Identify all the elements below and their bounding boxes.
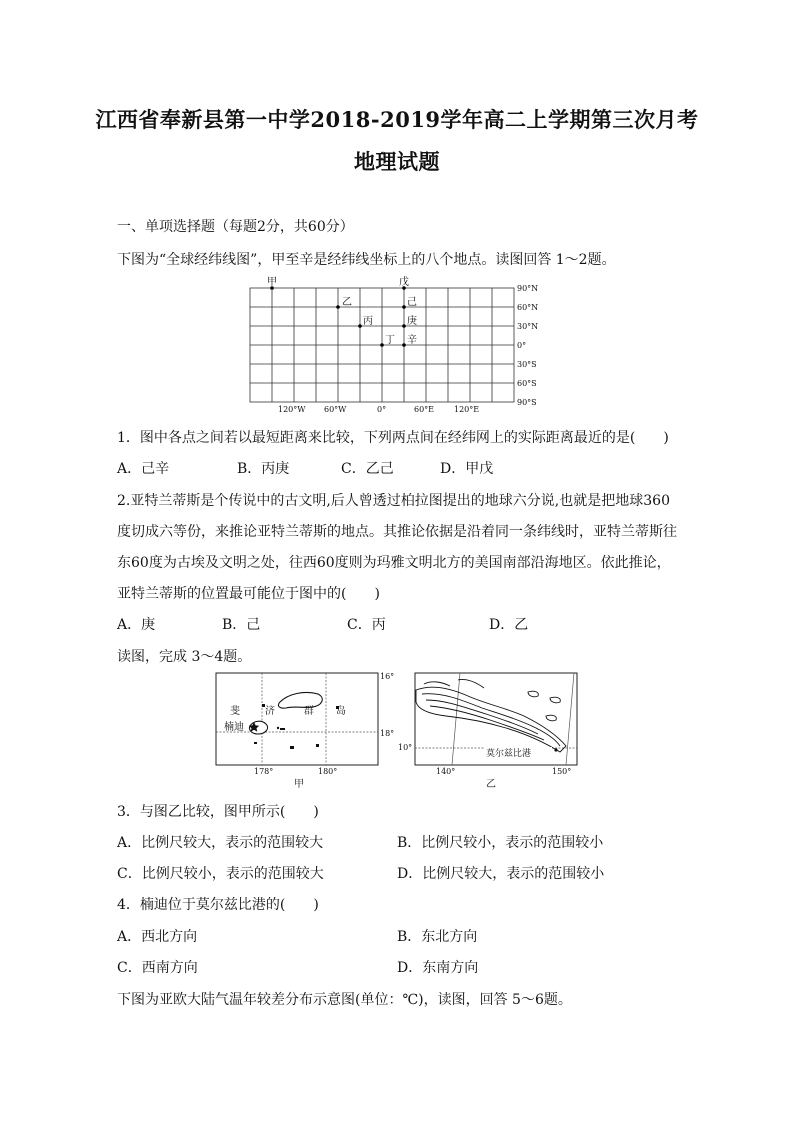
lat-60n: 60°N xyxy=(517,303,539,312)
label-ji: 己 xyxy=(407,297,417,308)
yi-port-label: 莫尔兹比港 xyxy=(486,749,532,759)
point-ding xyxy=(380,343,384,347)
q1-option-a: A．己辛 xyxy=(117,461,170,477)
q1-option-d: D．甲戊 xyxy=(440,461,494,477)
point-xin xyxy=(402,343,406,347)
yi-lon-150: 150° xyxy=(552,767,572,776)
q1-stem: 1．图中各点之间若以最短距离来比较，下列两点间在经纬网上的实际距离最近的是( ) xyxy=(117,430,669,446)
map-pair-figure xyxy=(210,670,585,792)
q3-option-d: D．比例尺较大，表示的范围较小 xyxy=(397,866,605,882)
yi-lat-10: 10° xyxy=(398,743,413,752)
lat-0: 0° xyxy=(517,341,527,350)
label-jia: 甲 xyxy=(267,277,277,288)
q4-option-a: A．西北方向 xyxy=(117,929,198,945)
label-xin: 辛 xyxy=(407,335,417,346)
lon-0: 0° xyxy=(377,405,387,414)
lat-60s: 60°S xyxy=(517,379,537,388)
q2-line-1: 2.亚特兰蒂斯是个传说中的古文明,后人曾透过柏拉图提出的地球六分说,也就是把地球360 xyxy=(117,493,670,509)
intro-q1-2: 下图为“全球经纬线图”，甲至辛是经纬线坐标上的八个地点。读图回答 1～2题。 xyxy=(117,252,616,268)
lat-30n: 30°N xyxy=(517,322,539,331)
jia-place-qun: 群 xyxy=(304,706,314,717)
q2-option-d: D．乙 xyxy=(489,617,529,633)
jia-graticule xyxy=(216,673,378,765)
exam-title: 江西省奉新县第一中学2018-2019学年高二上学期第三次月考 xyxy=(95,107,699,132)
lon-120e: 120°E xyxy=(454,405,480,414)
q4-option-c: C．西南方向 xyxy=(117,960,198,976)
q2-option-c: C．丙 xyxy=(347,617,386,633)
q3-option-c: C．比例尺较小，表示的范围较大 xyxy=(117,866,324,882)
map-yi xyxy=(398,673,577,790)
q2-line-2: 度切成六等份，来推论亚特兰蒂斯的地点。其推论依据是沿着同一条纬线时，亚特兰蒂斯往 xyxy=(117,524,677,540)
jia-lat-18: 18° xyxy=(380,729,395,738)
jia-caption: 甲 xyxy=(294,779,304,790)
q3-option-b: B．比例尺较小，表示的范围较小 xyxy=(397,835,604,851)
lon-60e: 60°E xyxy=(414,405,435,414)
jia-city-nadi: 楠迪 xyxy=(224,722,244,733)
label-geng: 庚 xyxy=(407,316,417,327)
yi-islands xyxy=(528,691,560,721)
label-bing: 丙 xyxy=(363,316,373,327)
label-ding: 丁 xyxy=(385,335,395,346)
jia-place-ji: 济 xyxy=(265,706,275,717)
q2-line-3: 东60度为古埃及文明之处，往西60度则为玛雅文明北方的美国南部沿海地区。依此推论， xyxy=(117,555,671,571)
q1-option-b: B．丙庚 xyxy=(237,461,290,477)
yi-new-guinea xyxy=(416,679,566,752)
label-yi: 乙 xyxy=(342,297,352,308)
point-geng xyxy=(402,324,406,328)
map-jia xyxy=(216,672,394,790)
lon-120w: 120°W xyxy=(278,405,306,414)
q2-option-b: B．己 xyxy=(222,617,261,633)
lat-30s: 30°S xyxy=(517,360,537,369)
q3-option-a: A．比例尺较大，表示的范围较大 xyxy=(117,835,324,851)
lat-90s: 90°S xyxy=(517,398,537,407)
lon-60w: 60°W xyxy=(324,405,347,414)
q4-option-d: D．东南方向 xyxy=(397,960,479,976)
jia-place-fei: 斐 xyxy=(230,706,240,717)
point-bing xyxy=(358,324,362,328)
section-heading: 一、单项选择题（每题2分，共60分） xyxy=(117,219,354,235)
port-moresby-dot xyxy=(554,748,557,751)
intro-q5-6: 下图为亚欧大陆气温年较差分布示意图(单位：℃)，读图，回答 5～6题。 xyxy=(117,992,572,1008)
jia-lat-16: 16° xyxy=(380,672,395,681)
intro-q3-4: 读图，完成 3～4题。 xyxy=(117,649,252,665)
global-grid-figure xyxy=(240,276,560,416)
q4-option-b: B．东北方向 xyxy=(397,929,478,945)
jia-lon-178: 178° xyxy=(254,767,274,776)
label-wu: 戊 xyxy=(399,277,409,288)
yi-lon-140: 140° xyxy=(436,767,456,776)
exam-subject: 地理试题 xyxy=(354,149,440,174)
jia-place-dao: 岛 xyxy=(336,706,346,717)
q2-line-4: 亚特兰蒂斯的位置最可能位于图中的( ) xyxy=(117,586,380,602)
yi-caption: 乙 xyxy=(486,779,496,790)
lat-90n: 90°N xyxy=(517,284,539,293)
q2-option-a: A．庚 xyxy=(117,617,156,633)
q4-stem: 4．楠迪位于莫尔兹比港的( ) xyxy=(117,897,319,913)
jia-lon-180: 180° xyxy=(318,767,338,776)
point-yi xyxy=(336,305,340,309)
q3-stem: 3．与图乙比较，图甲所示( ) xyxy=(117,804,319,820)
point-ji xyxy=(402,305,406,309)
q1-option-c: C．乙己 xyxy=(341,461,394,477)
